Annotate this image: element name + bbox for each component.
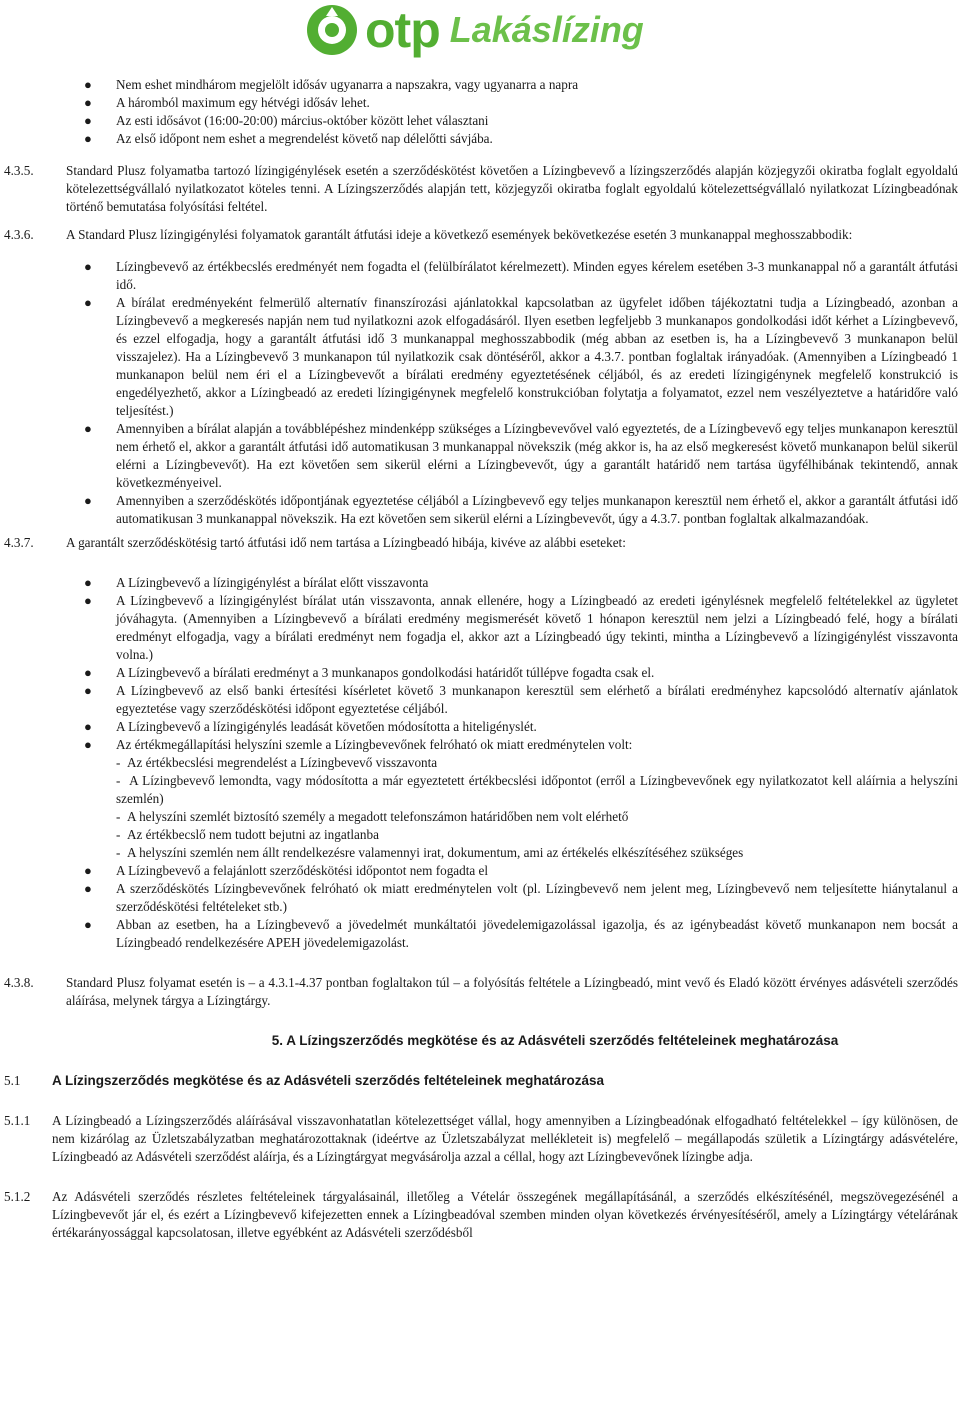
list-item-text: A háromból maximum egy hétvégi idősáv lehet. xyxy=(116,95,370,110)
list-item xyxy=(0,294,960,420)
list-item xyxy=(0,664,960,682)
list-item-text: A szerződéskötés Lízingbevevőnek felróható ok miatt eredménytelen volt (pl. Lízingbevevő nem jelent meg, Lízingbevevő nem teljesítette hiánytalanul a szerződéskötési feltételeket stb.) xyxy=(116,881,958,914)
list-item-text: Nem eshet mindhárom megjelölt idősáv ugyanarra a napszakra, vagy ugyanarra a napra xyxy=(116,77,579,92)
chapter-heading: 5. A Lízingszerződés megkötése és az Adásvételi szerződés feltételeinek meghatározása xyxy=(271,1033,839,1048)
dash-item-text: Az értékbecslő nem tudott bejutni az ingatlanba xyxy=(127,827,379,842)
section-number: 4.3.5. xyxy=(4,163,34,178)
section-4-3-8 xyxy=(0,974,960,1010)
bullet-icon: ● xyxy=(84,737,92,752)
otp-logo-mark-icon xyxy=(305,3,359,57)
section-5-1 xyxy=(0,1072,960,1090)
bullet-icon: ● xyxy=(84,493,92,508)
list-item xyxy=(0,112,960,130)
list-item xyxy=(0,916,960,952)
bullet-icon: ● xyxy=(84,917,92,932)
section-number: 4.3.6. xyxy=(4,227,34,242)
section-number: 5.1.2 xyxy=(4,1189,31,1204)
dash-item xyxy=(0,844,960,862)
section-number: 4.3.8. xyxy=(4,975,34,990)
list-item xyxy=(0,76,960,94)
section-number: 4.3.7. xyxy=(4,535,34,550)
dash-item-text: A helyszíni szemlén nem állt rendelkezésre valamennyi irat, dokumentum, ami az értékelés elkészítéséhez szükséges xyxy=(127,845,744,860)
bullet-icon: ● xyxy=(84,421,92,436)
list-item-text: A Lízingbevevő az első banki értesítési kísérletet követő 3 munkanapon keresztül sem elérhető a bírálati eredményhez kapcsolódó alternatív ajánlatok egyeztetése vagy szerződéskötési időpont egyeztetése céljából. xyxy=(116,683,958,716)
list-item-text: Abban az esetben, ha a Lízingbevevő a jövedelmét munkáltatói jövedelemigazolással igazolja, és az igénybeadást követő munkanapon nem bocsát a Lízingbeadó rendelkezésére APEH jövedelemigazolást. xyxy=(116,917,958,950)
list-item-text: Az értékmegállapítási helyszíni szemle a Lízingbevevőnek felróható ok miatt eredménytelen volt: xyxy=(116,737,633,752)
logo-product-text: Lakáslízing xyxy=(449,9,644,50)
section-number: 5.1 xyxy=(4,1073,21,1088)
section-text: A Standard Plusz lízingigénylési folyamatok garantált átfutási ideje a következő események bekövetkezése esetén 3 munkanappal meghosszabbodik: xyxy=(66,227,853,242)
bullet-icon: ● xyxy=(84,113,92,128)
otp-lakaslizing-logo xyxy=(305,2,644,58)
document-body xyxy=(0,76,960,1242)
section-text: A Lízingbeadó a Lízingszerződés aláírásával visszavonhatatlan kötelezettséget vállal, hogy amennyiben a Lízingbeadónak elfogadható feltételekkel – így különösen, de nem kizárólag az Üzletszabályzatban meghatározottaknak (ideértve az Üzletszabályzat mellékleteit is) megfelelő – megállapodás születik a Lízingtárgy adásvételére, Lízingbeadó az Adásvételi szerződést aláírja, és a Lízingtárgyat megvásárolja azzal a céllal, hogy azt Lízingbevevőnek lízingbe adja. xyxy=(52,1113,958,1164)
section-4-3-5 xyxy=(0,162,960,216)
list-item xyxy=(0,718,960,736)
list-item-text: A Lízingbevevő a lízingigénylést bírálat után visszavonta, annak ellenére, hogy a Lízingbeadó az eredeti igénylésnek megfelelő feltételekkel az ügyletet jóváhagyta. (Amennyiben a Lízingbevevő a bírálati eredmény megismerését követő 1 hónapon keresztül nem jelzi a Lízingbeadó felé, hogy a bírálati eredményt elfogadja, vagy a bírálati eredményt nem fogadja el, akkor azt a Lízingbeadó úgy tekinti, mintha a Lízingbevevő a lízingigénylést visszavonta volna.) xyxy=(116,593,958,662)
list-item-text: A Lízingbevevő a lízingigénylést a bírálat előtt visszavonta xyxy=(116,575,429,590)
list-item xyxy=(0,736,960,754)
section-text: Standard Plusz folyamat esetén is – a 4.3.1-4.37 pontban foglaltakon túl – a folyósítás feltétele a Lízingbeadó, mint vevő és Eladó között érvényes adásvételi szerződés aláírása, melynek tárgya a Lízingtárgy. xyxy=(66,975,958,1008)
bullet-icon: ● xyxy=(84,77,92,92)
list-item-text: Az esti idősávot (16:00-20:00) március-október között lehet választani xyxy=(116,113,489,128)
bullet-icon: ● xyxy=(84,719,92,734)
dash-marker: - xyxy=(116,827,121,842)
list-item xyxy=(0,492,960,528)
bullet-icon: ● xyxy=(84,259,92,274)
dash-item xyxy=(0,772,960,808)
dash-item xyxy=(0,808,960,826)
list-item-text: Amennyiben a szerződéskötés időpontjának egyeztetése céljából a Lízingbevevő egy teljes munkanapon keresztül nem érhető el, akkor a garantált átfutási idő automatikusan 3 munkanappal növekszik. Ha ezt követően sem sikerül elérni a Lízingbevevőt, úgy a 4.3.7. pontban foglaltak alkalmazandóak. xyxy=(116,493,958,526)
bullet-icon: ● xyxy=(84,575,92,590)
dash-item-text: Az értékbecslési megrendelést a Lízingbevevő visszavonta xyxy=(127,755,438,770)
section-text: A garantált szerződéskötésig tartó átfutási idő nem tartása a Lízingbeadó hibája, kivéve az alábbi eseteket: xyxy=(66,535,626,550)
list-item-text: A Lízingbevevő a bírálati eredményt a 3 munkanapos gondolkodási határidőt túllépve fogadta csak el. xyxy=(116,665,655,680)
dash-marker: - xyxy=(116,845,121,860)
list-item-text: A Lízingbevevő a felajánlott szerződéskötési időpontot nem fogadta el xyxy=(116,863,489,878)
list-item-text: Lízingbevevő az értékbecslés eredményét nem fogadta el (felülbírálatot kérelmezett). Minden egyes kérelem esetében 3-3 munkanappal nő a garantált átfutási idő. xyxy=(116,259,958,292)
list-item-text: Amennyiben a bírálat alapján a továbblépéshez mindenképp szükséges a Lízingbevevővel való egyeztetés, de a Lízingbevevő egy teljes munkanapon keresztül nem érhető el, akkor a garantált átfutási idő automatikusan 3 munkanappal növekszik (még akkor is, ha az első megkeresést követő munkanapon belül sikerül elérni a Lízingbevevőt). Ha ezt követően sem sikerül elérni a Lízingbevevőt, úgy a garantált határidő nem tartása ügyfélhibának tekintendő, annak következményeivel. xyxy=(116,421,958,490)
list-item xyxy=(0,682,960,718)
dash-item xyxy=(0,826,960,844)
dash-item xyxy=(0,754,960,772)
section-number: 5.1.1 xyxy=(4,1113,31,1128)
section-text: Az Adásvételi szerződés részletes feltételeinek tárgyalásainál, illetőleg a Vételár összegének megállapításánál, a szerződés elkészítésénél, megszövegezésénél a Lízingbevevőt jár el, és ezért a Lízingbevevő kifejezetten ennek a Lízingbeadóval szemben minden olyan következés érvényesítéséről, amely a Lízingtárgy vételárának értékarányossággal kapcsolatosan, illetve egyébként az Adásvételi szerződésből xyxy=(52,1189,958,1240)
bullet-icon: ● xyxy=(84,131,92,146)
bullet-icon: ● xyxy=(84,881,92,896)
list-item-text: A Lízingbevevő a lízingigénylés leadását követően módosította a hiteligényslét. xyxy=(116,719,537,734)
section-5-1-1 xyxy=(0,1112,960,1166)
list-item xyxy=(0,258,960,294)
list-item xyxy=(0,420,960,492)
list-item-text: Az első időpont nem eshet a megrendelést követő nap délelőtti sávjába. xyxy=(116,131,493,146)
bullet-icon: ● xyxy=(84,593,92,608)
section-heading: A Lízingszerződés megkötése és az Adásvételi szerződés feltételeinek meghatározása xyxy=(52,1073,604,1088)
section-5-1-2 xyxy=(0,1188,960,1242)
section-4-3-6 xyxy=(0,226,960,244)
list-item xyxy=(0,862,960,880)
list-item xyxy=(0,130,960,148)
section-4-3-7 xyxy=(0,534,960,552)
dash-marker: - xyxy=(116,755,121,770)
list-item xyxy=(0,592,960,664)
dash-item-text: A Lízingbevevő lemondta, vagy módosította a már egyeztetett értékbecslési időpontot (erről a Lízingbevevőnek egy nyilatkozatot kell aláírnia a helyszíni szemlén) xyxy=(116,773,958,806)
dash-marker: - xyxy=(116,773,121,788)
bullet-icon: ● xyxy=(84,95,92,110)
bullet-icon: ● xyxy=(84,863,92,878)
list-item xyxy=(0,880,960,916)
list-item xyxy=(0,94,960,112)
bullet-icon: ● xyxy=(84,683,92,698)
bullet-icon: ● xyxy=(84,295,92,310)
section-text: Standard Plusz folyamatba tartozó lízingigénylések esetén a szerződéskötést követően a Lízingbevevő a lízingszerződés alapján közjegyzői okiratba foglalt egyoldalú kötelezettségvállaló nyilatkozatot köteles tenni. A Lízingszerződés alapján tett, közjegyzői okiratba foglalt egyoldalú kötelezettségvállaló nyilatkozat Lízingbeadónak történő bemutatása folyósítási feltétel. xyxy=(66,163,958,214)
dash-item-text: A helyszíni szemlét biztosító személy a megadott telefonszámon határidőben nem volt elérhető xyxy=(127,809,629,824)
list-item-text: A bírálat eredményeként felmerülő alternatív finanszírozási ajánlatokkal kapcsolatban az ügyfelet időben tájékoztatni tudja a Lízingbeadó, azonban a Lízingbevevő a megkeresés napján nem tud nyilatkozni azok elfogadásáról. Ilyen esetben legfeljebb 3 munkanapos gondolkodási időt kérhet a Lízingbevevő, és ezzel elfogadja, hogy a garantált átfutási idő 3 munkanappal meghosszabbodik (még abban az esetben is, ha a Lízingbevevő 3 munkanapon belül visszajelez). Ha a Lízingbevevő 3 munkanapon túl nyilatkozik csak döntéséről, akkor a 4.3.7. pontban foglaltak irányadóak. (Amennyiben a Lízingbeadó 1 munkanapon belül nem éri el a Lízingbevevőt a bírálati eredmény egyeztetésének céljából, és az eredeti lízingigénynek megfelelő konstrukció is engedélyezhető, akkor a Lízingbeadó az eredeti lízingigénynek megfelelő konstrukcióban folytatja a folyamatot, ezzel nem veszélyeztetve a határidőre való teljesítést.) xyxy=(116,295,958,418)
logo-brand-text: otp xyxy=(365,2,440,58)
bullet-icon: ● xyxy=(84,665,92,680)
dash-marker: - xyxy=(116,809,121,824)
list-item xyxy=(0,574,960,592)
